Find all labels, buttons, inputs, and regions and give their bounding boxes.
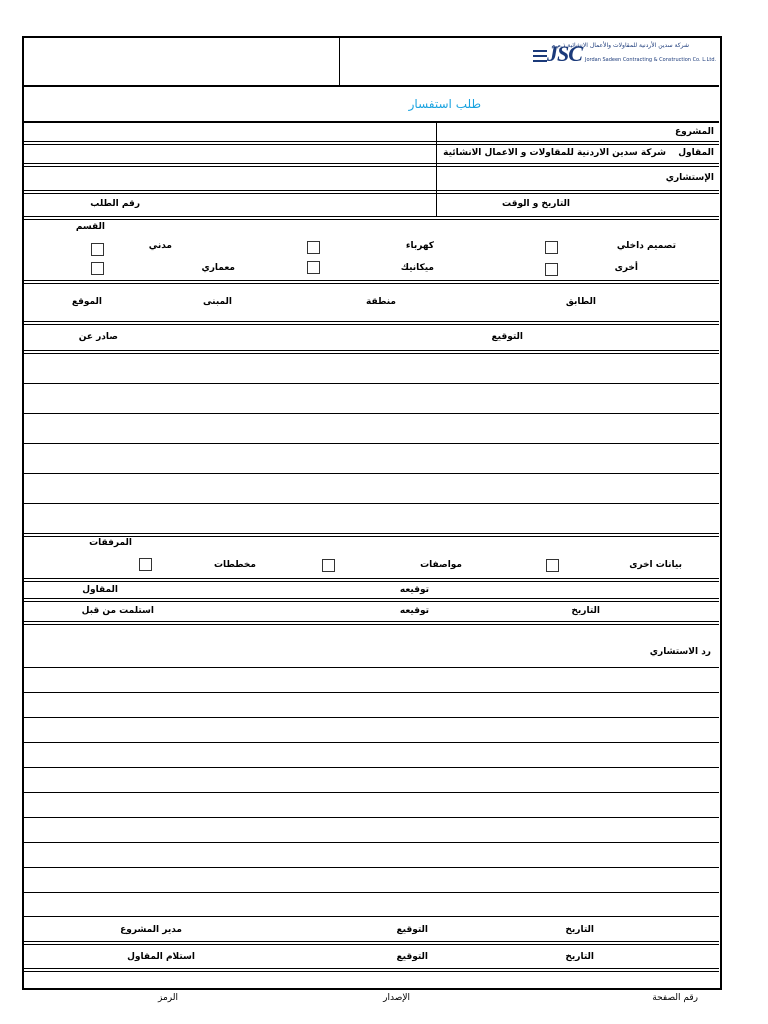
att-other-data-checkbox[interactable] [546, 559, 559, 572]
signature-label: التوقيع [491, 332, 523, 342]
project-label: المشروع [675, 127, 714, 137]
att-drawings-checkbox[interactable] [139, 558, 152, 571]
consultant-reply-label: رد الاستشاري [649, 647, 711, 657]
dept-architectural-label: معماري [201, 263, 235, 273]
dept-mechanical-checkbox[interactable] [307, 261, 320, 274]
reply-line [23, 817, 719, 818]
contractor-value: شركة سدين الاردنية للمقاولات و الاعمال الانشائية [443, 148, 666, 158]
dept-interior-label: تصميم داخلي [616, 241, 676, 251]
approval-signature-label-2: التوقيع [396, 952, 428, 962]
zone-label: منطقة [366, 297, 396, 307]
blank-line [23, 503, 719, 504]
contractor-label: المقاول [678, 148, 714, 158]
project-manager-label: مدير المشروع [120, 925, 182, 935]
dept-electrical-label: كهرباء [405, 241, 434, 251]
company-logo [533, 40, 717, 76]
dept-civil-checkbox[interactable] [91, 243, 104, 256]
dept-architectural-checkbox[interactable] [91, 262, 104, 275]
reply-line [23, 742, 719, 743]
dept-other-checkbox[interactable] [545, 263, 558, 276]
reply-line [23, 717, 719, 718]
floor-label: الطابق [565, 297, 596, 307]
title-bottom-line [23, 121, 719, 123]
footer-issue: الإصدار [383, 993, 410, 1003]
contractor-receipt-label: استلام المقاول [127, 952, 195, 962]
field-divider [436, 123, 437, 217]
header-bottom-line [23, 85, 719, 87]
reply-line [23, 892, 719, 893]
page-title: طلب استفسار [408, 97, 481, 111]
dept-electrical-checkbox[interactable] [307, 241, 320, 254]
dept-other-label: أخرى [614, 263, 638, 273]
received-signature-label: توقيعه [399, 606, 429, 616]
reply-line [23, 842, 719, 843]
blank-line [23, 413, 719, 414]
reply-line [23, 867, 719, 868]
dept-civil-label: مدني [148, 241, 172, 251]
reply-line [23, 767, 719, 768]
approval-date-label: التاريخ [565, 925, 594, 935]
consultant-label: الإستشاري [665, 173, 714, 183]
department-label: القسم [75, 222, 105, 232]
reply-line [23, 667, 719, 668]
blank-line [23, 443, 719, 444]
contractor-signature-label: توقيعه [399, 585, 429, 595]
dept-interior-checkbox[interactable] [545, 241, 558, 254]
att-specifications-checkbox[interactable] [322, 559, 335, 572]
date-time-label: التاريخ و الوقت [502, 199, 570, 209]
building-label: المبنى [203, 297, 232, 307]
blank-line [23, 473, 719, 474]
att-other-data-label: بيانات اخرى [629, 560, 682, 570]
blank-line [23, 383, 719, 384]
att-drawings-label: مخططات [213, 560, 256, 570]
contractor-label-2: المقاول [82, 585, 118, 595]
header-divider [339, 37, 340, 85]
issued-by-label: صادر عن [78, 332, 118, 342]
approval-signature-label: التوقيع [396, 925, 428, 935]
company-name-en: Jordan Sadeen Contracting & Construction Co. L.Ltd. [585, 57, 717, 63]
attachments-label: المرفقات [89, 538, 132, 548]
reply-line [23, 792, 719, 793]
footer-page-no: رقم الصفحة [652, 993, 698, 1003]
received-by-label: استلمت من قبل [81, 606, 154, 616]
request-no-label: رقم الطلب [90, 199, 140, 209]
dept-mechanical-label: ميكانيك [400, 263, 434, 273]
company-name-ar: شركة سدين الأردنية للمقاولات والأعمال الإنشائية ذ.م.م [551, 42, 689, 49]
site-label: الموقع [71, 297, 102, 307]
approval-date-label-2: التاريخ [565, 952, 594, 962]
footer-code: الرمز [158, 993, 178, 1003]
logo-mark: JSC [547, 41, 582, 66]
form-frame [22, 36, 722, 990]
received-date-label: التاريخ [571, 606, 600, 616]
reply-line [23, 692, 719, 693]
att-specifications-label: مواصفات [420, 560, 462, 570]
